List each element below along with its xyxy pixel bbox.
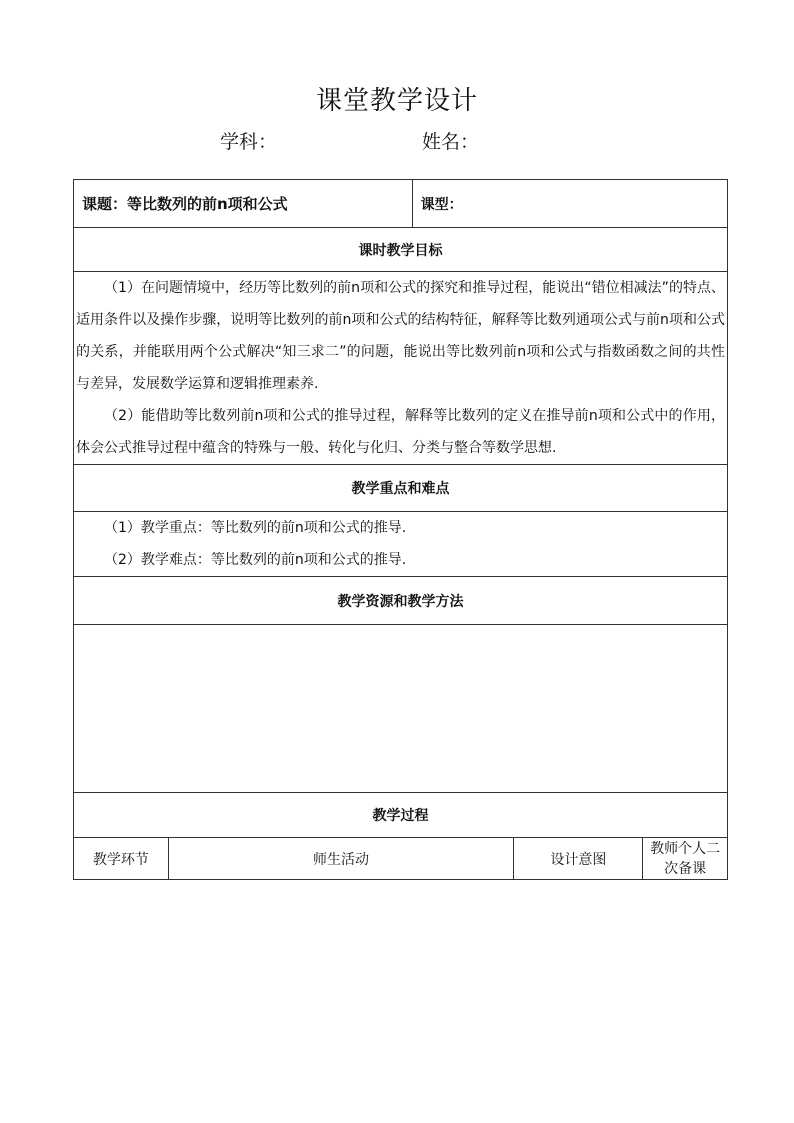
page-title: 课堂教学设计: [315, 86, 478, 116]
column-header-stage: 教学环节: [74, 838, 169, 880]
goals-header: 课时教学目标: [74, 228, 728, 272]
name-label: 姓名：: [422, 131, 480, 153]
column-header-activity: 师生活动: [168, 838, 514, 880]
key-header: 教学重点和难点: [74, 465, 728, 512]
topic-cell: 课题：等比数列的前n项和公式: [74, 180, 413, 228]
goal-item: （2）能借助等比数列前n项和公式的推导过程，解释等比数列的定义在推导前n项和公式中的作用，体会公式推导过程中蕴含的特殊与一般、转化与化归、分类与整合等数学思想.: [76, 408, 725, 456]
key-item: （2）教学难点：等比数列的前n项和公式的推导.: [104, 552, 407, 568]
goals-content: [74, 272, 728, 465]
column-header-notes: 教师个人二次备课: [643, 838, 728, 880]
goal-item: （1）在问题情境中，经历等比数列的前n项和公式的探究和推导过程，能说出“错位相减法”的特点、适用条件以及操作步骤，说明等比数列的前n项和公式的结构特征，解释等比数列通项公式与前n项和公式的关系，并能联用两个公式解决“知三求二”的问题，能说出等比数列前n项和公式与指数函数之间的共性与差异，发展数学运算和逻辑推理素养.: [76, 280, 725, 392]
resources-header: 教学资源和教学方法: [74, 577, 728, 625]
key-item: （1）教学重点：等比数列的前n项和公式的推导.: [104, 520, 407, 536]
resources-content: [74, 625, 728, 793]
key-content: [74, 512, 728, 577]
lesson-plan-table: [73, 179, 728, 880]
course-type-cell: 课型：: [412, 180, 727, 228]
column-header-intent: 设计意图: [514, 838, 643, 880]
subject-label: 学科：: [220, 131, 278, 153]
process-header: 教学过程: [74, 793, 728, 838]
